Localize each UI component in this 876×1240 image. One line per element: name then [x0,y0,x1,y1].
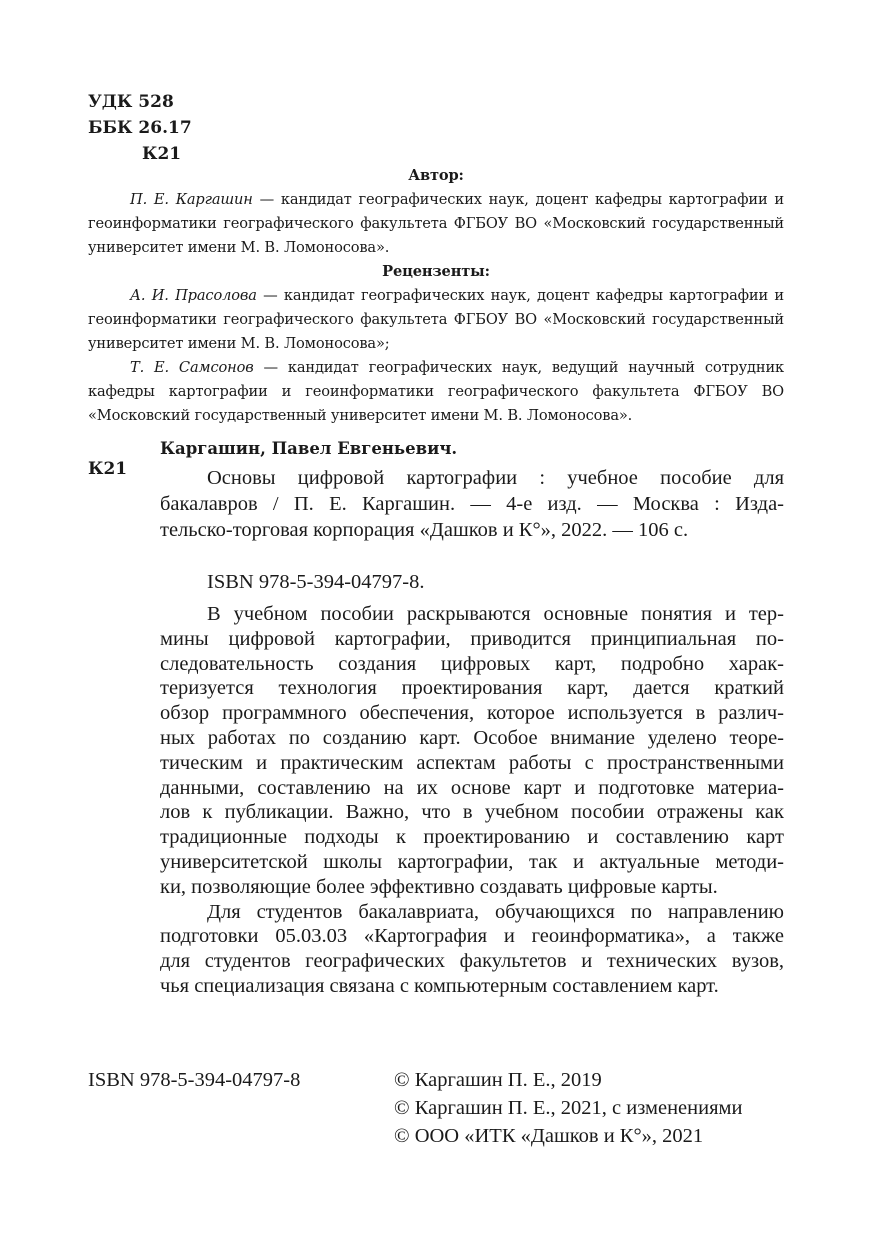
copyright-line: © ООО «ИТК «Дашков и К°», 2021 [394,1125,704,1147]
abstract [160,602,784,999]
author-name: П. Е. Каргашин [130,191,253,208]
abstract-line: чья специализация связана с компьютерным составлением карт. [160,974,719,997]
credits-block [88,164,784,428]
reviewer-description: — кандидат географических наук, доцент кафедры картографии и геоинформатики географического факультета ФГБОУ ВО «Московский государственный университет имени М. В. Ломоносова»; [88,287,784,352]
abstract-line: обзор программного обеспечения, которое используется в различ- [160,702,784,725]
abstract-line: данными, составлению на их основе карт и подготовке материа- [160,776,784,799]
reviewer-name: А. И. Прасолова [130,287,257,304]
card-description [160,465,784,543]
reviewer-credit [88,356,784,428]
abstract-line: тическим и практическим аспектам работы с пространственными [160,751,784,774]
card-side-sign: К21 [88,459,128,479]
card-isbn: ISBN 978-5-394-04797-8. [207,571,425,593]
abstract-line: ки, позволяющие более эффективно создавать цифровые карты. [160,875,718,898]
author-description: — кандидат географических наук, доцент кафедры картографии и геоинформатики географического факультета ФГБОУ ВО «Московский государственный университет имени М. В. Ломоносова». [88,191,784,256]
abstract-line: ных работах по созданию карт. Особое внимание уделено теоре- [160,726,784,749]
bbk-code: ББК 26.17 [88,118,192,138]
copyright-line: © Каргашин П. Е., 2019 [394,1069,602,1091]
card-description-line: Основы цифровой картографии : учебное пособие для [207,467,784,489]
udk-code: УДК 528 [88,92,174,112]
author-credit [88,188,784,260]
author-heading: Автор: [408,167,464,184]
reviewer-credit [88,284,784,356]
copyright-block [394,1066,742,1150]
abstract-line: следовательность создания цифровых карт, подробно харак- [160,652,784,675]
abstract-line: университетской школы картографии, так и актуальные методи- [160,850,784,873]
author-sign: К21 [142,144,182,164]
abstract-line: Для студентов бакалавриата, обучающихся по направлению [207,900,784,923]
copyright-line: © Каргашин П. Е., 2021, с изменениями [394,1097,743,1119]
reviewers-heading: Рецензенты: [382,263,490,280]
reviewer-description: — кандидат географических наук, ведущий научный сотрудник кафедры картографии и геоинформатики географического факультета ФГБОУ ВО «Московский государственный университет имени М. В. Ломоносова». [88,359,784,424]
abstract-line: теризуется технология проектирования карт, дается краткий [160,677,784,700]
card-author: Каргашин, Павел Евгеньевич. [160,439,458,458]
card-description-line: тельско-торговая корпорация «Дашков и К°», 2022. — 106 с. [160,519,689,541]
card-description-line: бакалавров / П. Е. Каргашин. — 4-е изд. — Москва : Изда- [160,493,784,515]
abstract-line: для студентов географических факультетов и технических вузов, [160,950,784,973]
reviewer-name: Т. Е. Самсонов [130,359,254,376]
bottom-isbn: ISBN 978-5-394-04797-8 [88,1069,301,1091]
abstract-line: традиционные подходы к проектированию и составлению карт [160,826,784,849]
abstract-line: В учебном пособии раскрываются основные понятия и тер- [207,603,784,625]
abstract-line: подготовки 05.03.03 «Картография и геоинформатика», а также [160,925,784,948]
abstract-line: мины цифровой картографии, приводится принципиальная по- [160,627,784,650]
abstract-line: лов к публикации. Важно, что в учебном пособии отражены как [160,801,784,824]
